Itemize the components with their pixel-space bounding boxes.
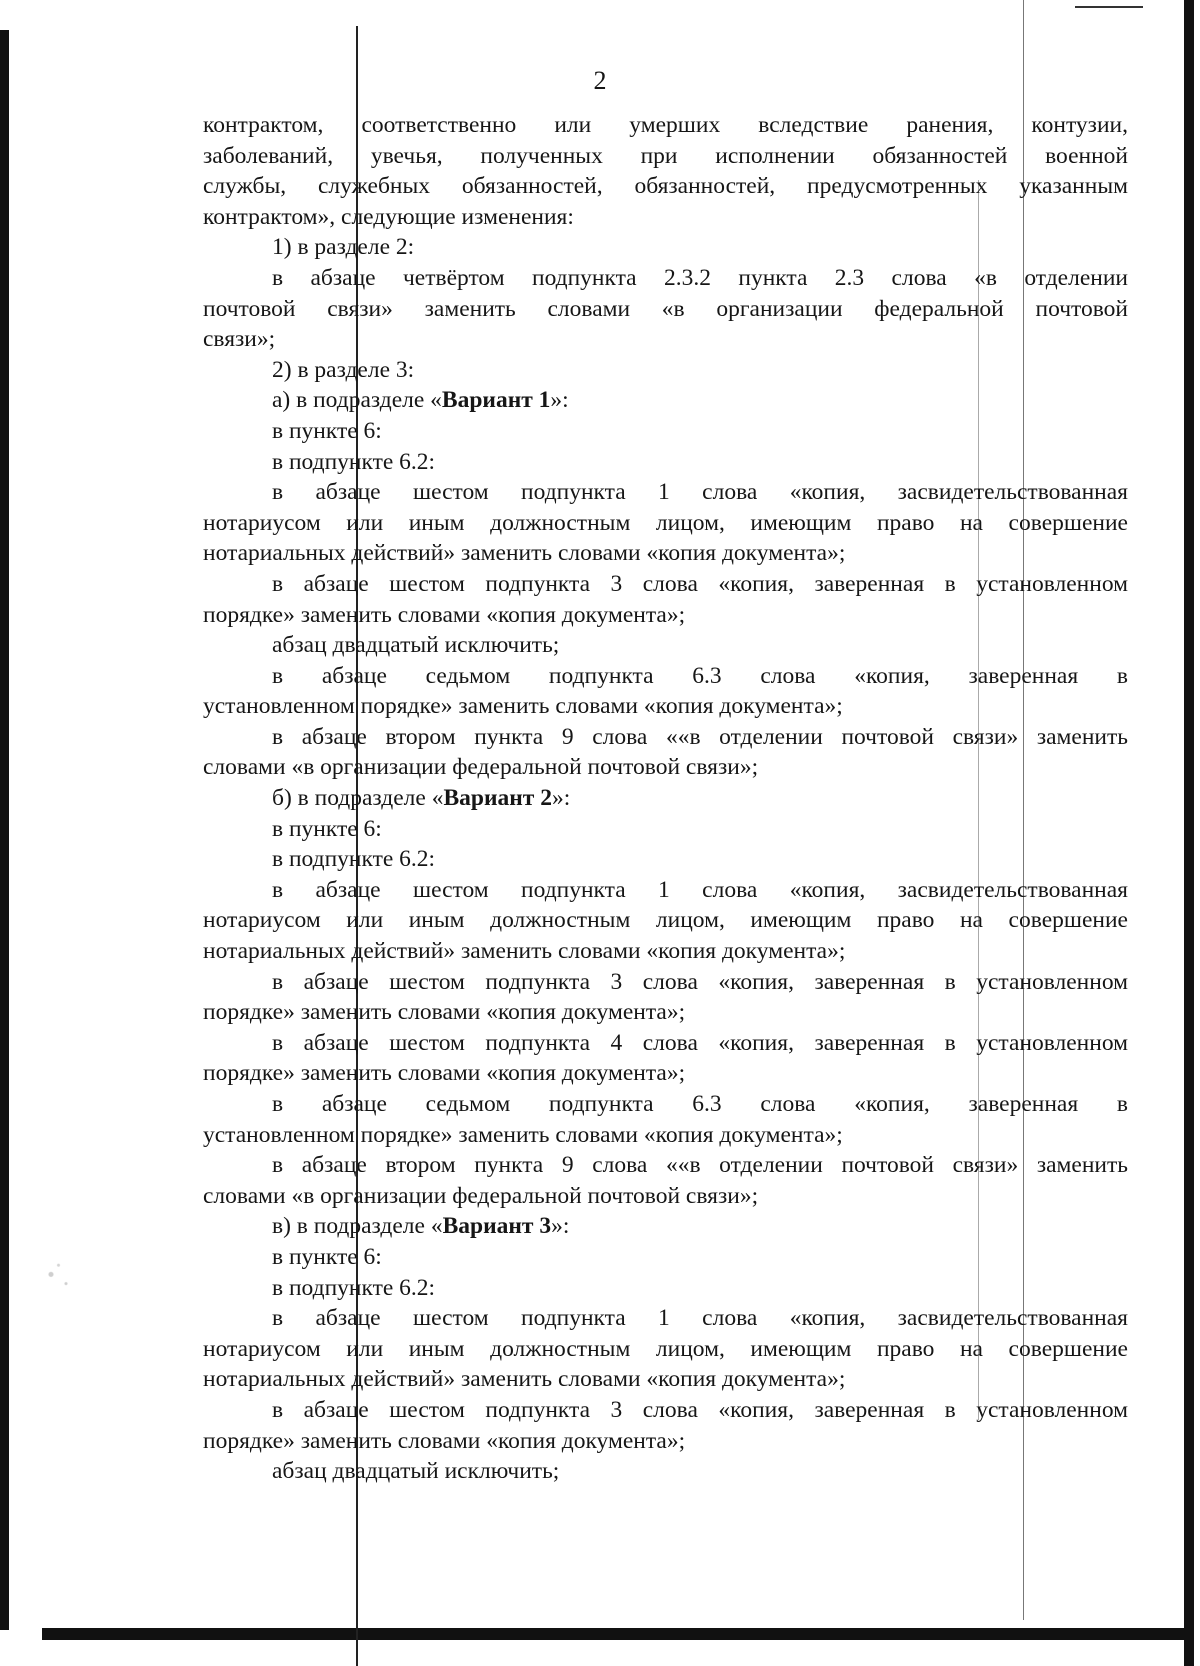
text-line: нотариальных действий» заменить словами «копия документа»;	[203, 938, 846, 965]
text-fragment: в) в подразделе «	[272, 1213, 443, 1240]
scan-right-edge	[1184, 0, 1200, 1666]
text-fragment: б) в подразделе «	[272, 785, 444, 812]
text-line: в абзаце шестом подпункта 1 слова «копия, засвидетельствованная	[272, 479, 1128, 506]
text-line: установленном порядке» заменить словами «копия документа»;	[203, 693, 843, 720]
text-fragment: а) в подразделе «	[272, 387, 442, 414]
scan-noise	[36, 1256, 86, 1302]
text-line: порядке» заменить словами «копия документа»;	[203, 1060, 686, 1087]
text-line: нотариусом или иным должностным лицом, имеющим право на совершение	[203, 509, 1128, 536]
text-line: в абзаце шестом подпункта 3 слова «копия, заверенная в установленном	[272, 1396, 1128, 1423]
text-line: в абзаце шестом подпункта 3 слова «копия, заверенная в установленном	[272, 968, 1128, 995]
page-number: 2	[593, 66, 607, 95]
text-line: в абзаце шестом подпункта 4 слова «копия, заверенная в установленном	[272, 1029, 1128, 1056]
text-line: порядке» заменить словами «копия документа»;	[203, 601, 686, 628]
text-line: порядке» заменить словами «копия документа»;	[203, 999, 686, 1026]
text-line: в абзаце четвёртом подпункта 2.3.2 пункта 2.3 слова «в отделении	[272, 264, 1128, 291]
document-body	[203, 110, 1128, 1487]
subsection-line	[203, 783, 1128, 814]
text-line: почтовой связи» заменить словами «в организации федеральной почтовой	[203, 295, 1128, 322]
text-fragment: »:	[550, 387, 569, 414]
subsection-line	[203, 385, 1128, 416]
text-line: в абзаце седьмом подпункта 6.3 слова «копия, заверенная в	[272, 1091, 1128, 1117]
text-line: нотариальных действий» заменить словами «копия документа»;	[203, 540, 846, 567]
text-line: 2) в разделе 3:	[272, 356, 415, 383]
text-line: абзац двадцатый исключить;	[272, 632, 560, 659]
text-line: заболеваний, увечья, полученных при исполнении обязанностей военной	[203, 142, 1128, 169]
text-line: в абзаце втором пункта 9 слова ««в отделении почтовой связи» заменить	[272, 1152, 1128, 1179]
text-line: связи»;	[203, 326, 276, 353]
text-line: в абзаце седьмом подпункта 6.3 слова «копия, заверенная в	[272, 662, 1128, 689]
text-line: словами «в организации федеральной почтовой связи»;	[203, 754, 759, 781]
variant-title: Вариант 3	[442, 1213, 552, 1240]
text-line: абзац двадцатый исключить;	[272, 1458, 560, 1485]
variant-title: Вариант 1	[441, 387, 551, 414]
text-line: в абзаце шестом подпункта 1 слова «копия, засвидетельствованная	[272, 1305, 1128, 1332]
text-line: нотариусом или иным должностным лицом, имеющим право на совершение	[203, 907, 1128, 934]
text-fragment: »:	[551, 1213, 570, 1240]
scan-bottom-edge	[42, 1628, 1192, 1640]
text-line: контрактом, соответственно или умерших вследствие ранения, контузии,	[203, 112, 1128, 138]
text-line: словами «в организации федеральной почтовой связи»;	[203, 1182, 759, 1209]
scan-mark	[1075, 6, 1143, 8]
text-fragment: »:	[551, 785, 571, 812]
text-line: контрактом», следующие изменения:	[203, 203, 574, 230]
subsection-line	[203, 1211, 1128, 1242]
text-line: в подпункте 6.2:	[272, 1274, 436, 1301]
variant-title: Вариант 2	[443, 785, 552, 812]
text-line: нотариальных действий» заменить словами «копия документа»;	[203, 1366, 846, 1393]
text-line: в пункте 6:	[272, 815, 382, 842]
text-line: службы, служебных обязанностей, обязанностей, предусмотренных указанным	[203, 173, 1128, 200]
text-line: в абзаце втором пункта 9 слова ««в отделении почтовой связи» заменить	[272, 723, 1128, 750]
text-line: 1) в разделе 2:	[272, 234, 415, 261]
text-line: в подпункте 6.2:	[272, 448, 436, 475]
text-line: порядке» заменить словами «копия документа»;	[203, 1427, 686, 1454]
scan-left-edge	[0, 30, 9, 1630]
text-line: в абзаце шестом подпункта 1 слова «копия, засвидетельствованная	[272, 876, 1128, 903]
text-line: в пункте 6:	[272, 417, 382, 444]
text-line: в пункте 6:	[272, 1243, 382, 1270]
text-line: нотариусом или иным должностным лицом, имеющим право на совершение	[203, 1335, 1128, 1362]
text-line: в абзаце шестом подпункта 3 слова «копия, заверенная в установленном	[272, 570, 1128, 597]
text-line: установленном порядке» заменить словами «копия документа»;	[203, 1121, 843, 1148]
text-line: в подпункте 6.2:	[272, 846, 436, 873]
